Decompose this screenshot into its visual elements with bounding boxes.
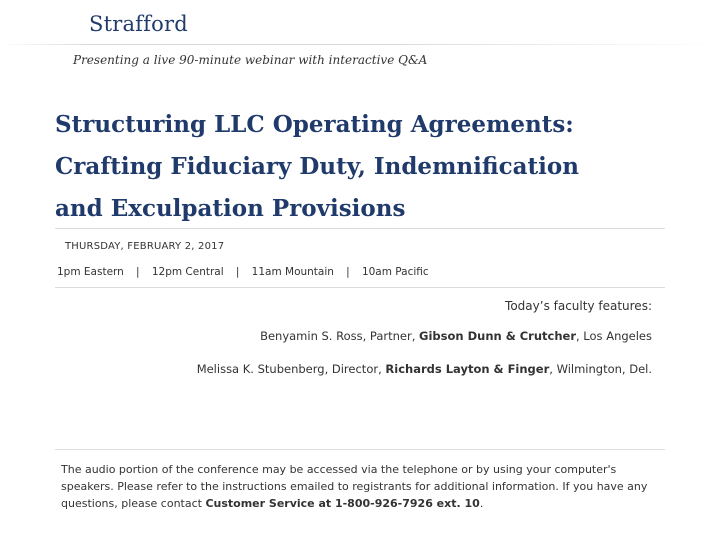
speaker-1-firm: Gibson Dunn & Crutcher [419,329,576,343]
strafford-logo: Strafford [89,12,188,36]
speaker-1 [260,329,652,343]
audio-instructions-end: . [479,497,484,510]
time-mountain: 11am Mountain [251,266,334,278]
title-line-2: Crafting Fiduciary Duty, Indemnification [55,153,579,180]
speaker-2-firm: Richards Layton & Finger [385,362,550,376]
divider-1 [55,228,665,229]
header-rule [0,44,720,45]
speaker-2-name: Melissa K. Stubenberg, Director, [196,362,386,376]
speaker-2-location: , Wilmington, Del. [549,362,652,376]
time-separator: | [235,266,240,278]
audio-instructions [61,461,661,512]
time-central: 12pm Central [151,266,224,278]
webinar-times [57,266,429,278]
time-separator: | [346,266,350,278]
title-line-3: and Exculpation Provisions [55,195,406,222]
time-pacific: 10am Pacific [361,266,429,278]
customer-service-contact: Customer Service at 1-800-926-7926 ext. 10 [205,497,480,510]
divider-3 [55,449,665,450]
title-line-1: Structuring LLC Operating Agreements: [55,111,574,138]
webinar-title [55,104,675,230]
divider-2 [55,287,665,288]
webinar-date: THURSDAY, FEBRUARY 2, 2017 [65,241,225,252]
speaker-2 [197,362,652,376]
time-eastern: 1pm Eastern [57,266,124,278]
tagline: Presenting a live 90-minute webinar with interactive Q&A [73,53,428,67]
speaker-1-name: Benyamin S. Ross, Partner, [260,329,420,343]
faculty-heading: Today’s faculty features: [505,299,652,313]
time-separator: | [136,266,140,278]
audio-instructions-text: The audio portion of the conference may be accessed via the telephone or by using your computer's speakers. Please refer to the instructions emailed to registrants for additional information. If you have any questions, please contact [61,463,648,510]
speaker-1-location: , Los Angeles [576,329,652,343]
